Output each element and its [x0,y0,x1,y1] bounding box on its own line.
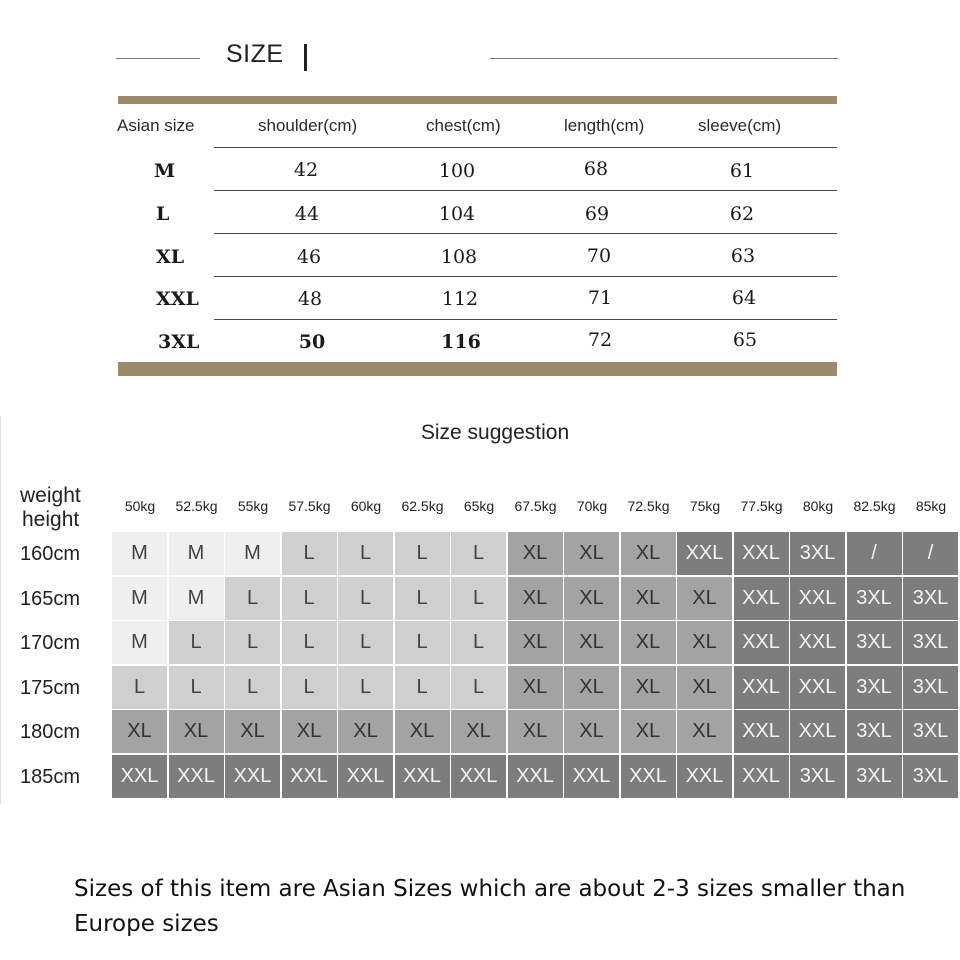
size-cell: XL [282,710,337,753]
size-cell: L [225,577,280,620]
size-cell: XL [621,532,676,575]
size-cell: XXL [564,755,619,798]
height-row-label: 175cm [20,676,81,699]
size-cell: XL [395,710,450,753]
size-cell: XL [508,666,563,709]
size-cell: XXL [734,621,789,664]
length-value: 72 [587,329,613,351]
size-cell: 3XL [790,532,845,575]
table-rule [214,233,837,234]
size-cell: XL [508,532,563,575]
size-cell: M [169,577,224,620]
shoulder-value: 42 [293,159,319,181]
weight-axis-label: weight [20,484,81,507]
size-cell: XL [564,532,619,575]
weight-header: 65kg [463,498,495,514]
column-header-length: length(cm) [564,116,645,135]
sleeve-value: 62 [729,203,755,225]
size-cell: / [903,532,958,575]
size-cell: XL [564,666,619,709]
height-row-label: 165cm [20,587,81,610]
size-cell: XXL [677,532,732,575]
sizing-note: Sizes of this item are Asian Sizes which are about 2-3 sizes smaller than Europe sizes [74,876,906,937]
size-cell: XL [508,710,563,753]
size-cell: XXL [451,755,506,798]
weight-header: 50kg [124,498,156,514]
size-cell: XL [112,710,167,753]
size-cell: XXL [734,710,789,753]
length-value: 68 [583,158,609,180]
section-edge [0,416,1,804]
shoulder-value: 50 [298,331,326,353]
column-header-sleeve: sleeve(cm) [698,116,782,135]
weight-header: 72.5kg [627,498,670,514]
column-header-shoulder: shoulder(cm) [258,116,358,135]
height-axis-label: height [22,508,80,531]
size-cell: XL [621,621,676,664]
weight-header: 62.5kg [401,498,444,514]
size-cell: L [282,621,337,664]
size-cell: XL [621,710,676,753]
title-divider [304,44,307,71]
size-cell: M [225,532,280,575]
weight-header: 80kg [802,498,834,514]
shoulder-value: 46 [296,246,322,268]
size-cell: XL [564,710,619,753]
size-cell: XL [621,577,676,620]
weight-header: 70kg [576,498,608,514]
column-header-asian-size: Asian size [117,116,195,135]
header-rule-left [116,58,200,59]
size-label: 3XL [158,331,200,353]
size-cell: L [395,666,450,709]
size-cell: XL [338,710,393,753]
size-cell: L [112,666,167,709]
table-rule [214,319,837,320]
size-cell: XL [451,710,506,753]
size-label: XL [156,246,185,268]
size-cell: 3XL [903,666,958,709]
size-cell: L [282,577,337,620]
size-cell: L [338,577,393,620]
size-cell: XXL [790,666,845,709]
size-label: XXL [156,288,199,310]
size-cell: XXL [282,755,337,798]
table-top-bar [118,96,837,104]
weight-header: 57.5kg [288,498,331,514]
height-row-label: 160cm [20,543,81,565]
size-cell: XXL [734,577,789,620]
chest-value: 112 [441,288,479,310]
shoulder-value: 44 [294,203,320,225]
sleeve-value: 65 [732,329,758,351]
size-cell: XL [508,621,563,664]
height-row-label: 170cm [20,632,81,654]
weight-header: 52.5kg [175,498,218,514]
shoulder-value: 48 [297,288,323,310]
column-header-chest: chest(cm) [426,116,501,135]
length-value: 69 [584,203,610,225]
size-cell: L [451,621,506,664]
size-cell: XXL [508,755,563,798]
size-cell: 3XL [847,621,902,664]
sleeve-value: 61 [729,160,755,182]
size-cell: 3XL [903,577,958,620]
header-rule-right [490,58,838,59]
weight-header: 85kg [915,498,947,514]
size-cell: XXL [621,755,676,798]
size-cell: L [282,532,337,575]
size-cell: 3XL [847,755,902,798]
size-cell: XXL [790,621,845,664]
size-cell: L [338,532,393,575]
size-cell: 3XL [790,755,845,798]
size-cell: L [225,621,280,664]
size-cell: XL [621,666,676,709]
size-label: L [156,203,170,225]
size-cell: XL [677,577,732,620]
table-rule [214,147,837,148]
length-value: 71 [587,287,613,309]
weight-header: 55kg [237,498,269,514]
size-cell: L [451,532,506,575]
size-cell: XXL [734,755,789,798]
size-label: M [154,160,176,182]
suggestion-title: Size suggestion [420,421,570,444]
height-row-label: 185cm [20,765,81,788]
chest-value: 108 [440,246,478,268]
size-cell: XXL [112,755,167,798]
weight-header: 60kg [350,498,382,514]
size-cell: XXL [395,755,450,798]
size-cell: XXL [734,666,789,709]
weight-header: 82.5kg [853,498,896,514]
size-cell: 3XL [847,666,902,709]
chest-value: 116 [441,331,481,353]
size-cell: 3XL [903,710,958,753]
size-cell: / [847,532,902,575]
size-cell: XL [169,710,224,753]
size-cell: XL [564,621,619,664]
size-cell: XL [225,710,280,753]
size-cell: XL [677,621,732,664]
size-cell: L [169,666,224,709]
table-bottom-bar [118,362,837,376]
length-value: 70 [586,245,612,267]
size-cell: L [395,621,450,664]
sleeve-value: 63 [730,245,756,267]
size-cell: L [338,621,393,664]
weight-header: 75kg [689,498,721,514]
size-cell: L [451,666,506,709]
size-cell: L [395,532,450,575]
size-cell: M [169,532,224,575]
size-cell: L [395,577,450,620]
chest-value: 104 [438,203,476,225]
page-title: SIZE [226,40,284,68]
size-cell: XL [677,666,732,709]
table-rule [214,276,837,277]
size-cell: XXL [790,577,845,620]
size-cell: L [338,666,393,709]
table-rule [214,190,837,191]
size-cell: 3XL [903,621,958,664]
size-cell: XL [508,577,563,620]
size-cell: XXL [790,710,845,753]
height-row-label: 180cm [20,721,81,743]
size-cell: M [112,532,167,575]
size-cell: L [282,666,337,709]
chest-value: 100 [438,160,476,182]
size-cell: XL [564,577,619,620]
size-cell: 3XL [903,755,958,798]
weight-header: 67.5kg [514,498,557,514]
size-cell: XL [677,710,732,753]
size-cell: XXL [169,755,224,798]
size-cell: XXL [338,755,393,798]
sleeve-value: 64 [731,287,757,309]
size-cell: M [112,621,167,664]
size-cell: XXL [677,755,732,798]
size-cell: L [169,621,224,664]
size-cell: L [225,666,280,709]
size-cell: XXL [734,532,789,575]
size-cell: 3XL [847,577,902,620]
weight-header: 77.5kg [740,498,783,514]
size-cell: L [451,577,506,620]
size-cell: XXL [225,755,280,798]
size-cell: 3XL [847,710,902,753]
size-cell: M [112,577,167,620]
